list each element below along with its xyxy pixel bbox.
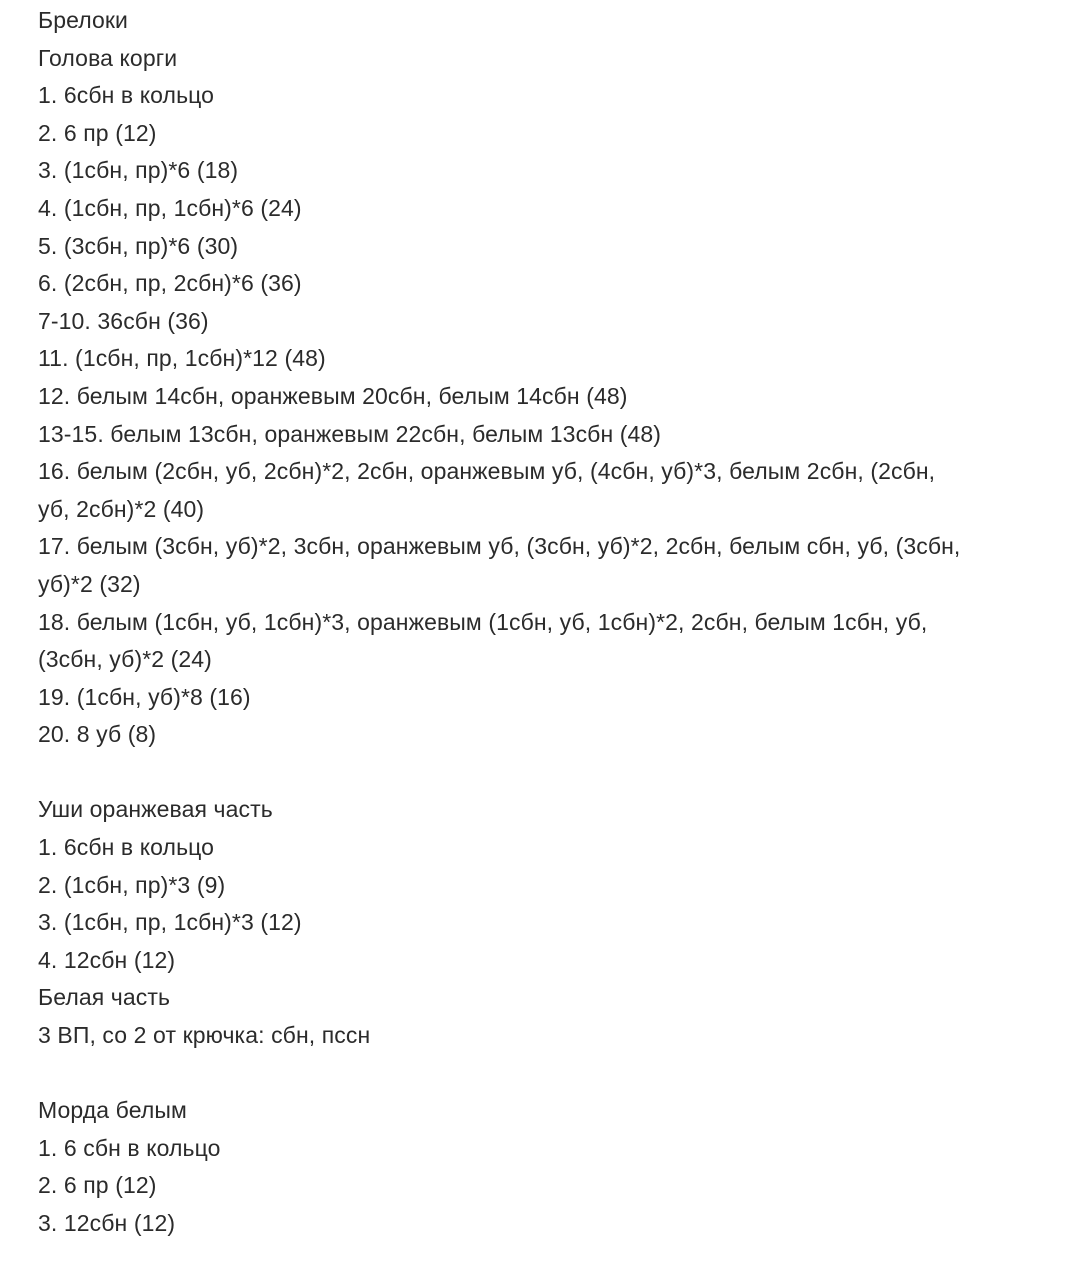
pattern-row: 2. 6 пр (12) [38,119,157,146]
pattern-row: 6. (2сбн, пр, 2сбн)*6 (36) [38,270,302,297]
pattern-row: 3. (1сбн, пр)*6 (18) [38,157,239,184]
pattern-row: 16. белым (2сбн, уб, 2сбн)*2, 2сбн, оранжевым уб, (4сбн, уб)*3, белым 2сбн, (2сбн, [38,458,936,485]
pattern-row: 1. 6сбн в кольцо [38,82,215,109]
pattern-row: 4. 12сбн (12) [38,946,176,973]
pattern-row: 20. 8 уб (8) [38,721,157,748]
title-line: Брелоки [38,7,128,33]
section-heading-muzzle: Морда белым [38,1097,187,1124]
section-heading-white-part: Белая часть [38,984,171,1011]
pattern-row: 18. белым (1сбн, уб, 1сбн)*3, оранжевым (1сбн, уб, 1сбн)*2, 2сбн, белым 1сбн, уб, [38,608,928,635]
pattern-row: 3. 12сбн (12) [38,1210,176,1236]
blank-line [38,754,1058,792]
pattern-row: 4. (1сбн, пр, 1сбн)*6 (24) [38,194,302,221]
pattern-row: 7-10. 36сбн (36) [38,307,209,334]
pattern-row-continuation: (3сбн, уб)*2 (24) [38,646,212,673]
pattern-document [38,2,1058,1243]
pattern-row-continuation: уб)*2 (32) [38,570,141,597]
pattern-row: 3 ВП, со 2 от крючка: сбн, пссн [38,1022,371,1049]
pattern-row: 19. (1сбн, уб)*8 (16) [38,683,251,710]
pattern-row: 1. 6сбн в кольцо [38,834,215,861]
pattern-row: 1. 6 сбн в кольцо [38,1134,221,1161]
section-heading-corgi-head: Голова корги [38,44,178,71]
pattern-row-continuation: уб, 2сбн)*2 (40) [38,495,205,522]
pattern-row: 2. (1сбн, пр)*3 (9) [38,871,226,898]
pattern-row: 3. (1сбн, пр, 1сбн)*3 (12) [38,909,302,936]
pattern-row: 12. белым 14сбн, оранжевым 20сбн, белым 14сбн (48) [38,382,628,409]
pattern-row: 2. 6 пр (12) [38,1172,157,1199]
section-heading-ears-orange: Уши оранжевая часть [38,796,273,823]
pattern-row: 5. (3сбн, пр)*6 (30) [38,232,239,259]
blank-line [38,1055,1058,1093]
pattern-row: 17. белым (3сбн, уб)*2, 3сбн, оранжевым уб, (3сбн, уб)*2, 2сбн, белым сбн, уб, (3сбн, [38,533,961,560]
pattern-row: 11. (1сбн, пр, 1сбн)*12 (48) [38,345,326,372]
pattern-row: 13-15. белым 13сбн, оранжевым 22сбн, белым 13сбн (48) [38,420,662,447]
